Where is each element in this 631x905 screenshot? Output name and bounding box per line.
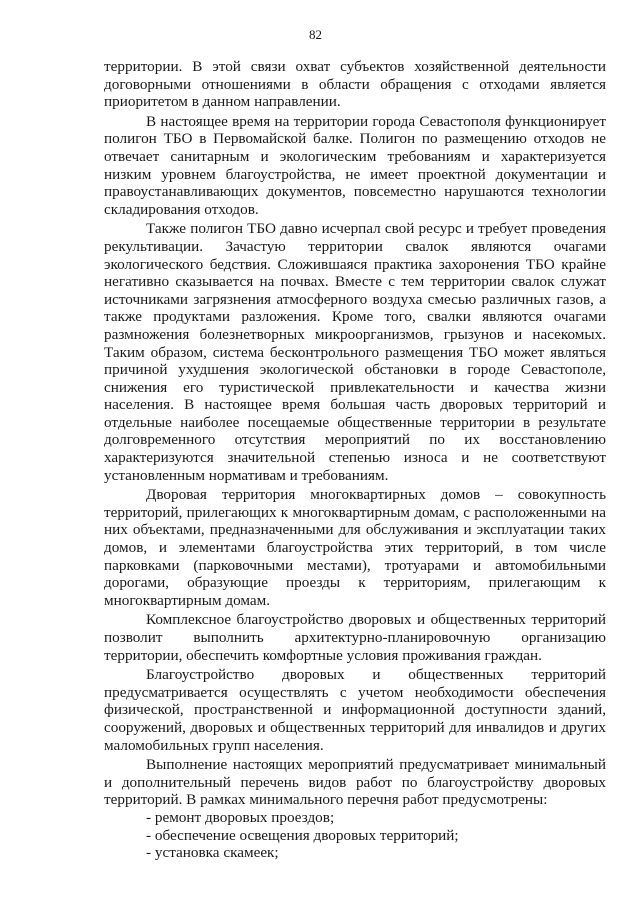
document-body xyxy=(104,58,606,862)
list-item: - установка скамеек; xyxy=(146,844,279,862)
paragraph-accessibility: Благоустройство дворовых и общественных территорий предусматривается осуществлять с учетом необходимости обеспечения физической, пространственной и информационной доступности зданий, сооружений, дворовых и общественных территорий для инвалидов и других маломобильных групп населения. xyxy=(104,666,606,754)
page-number: 82 xyxy=(309,27,322,42)
list-item: - ремонт дворовых проездов; xyxy=(146,808,335,826)
paragraph-landfill-impact: Также полигон ТБО давно исчерпал свой ресурс и требует проведения рекультивации. Зачастую территории свалок являются очагами экологического бедствия. Сложившаяся практика захоронения ТБО крайне негативно сказывается на почвах. Вместе с тем территории свалок служат источниками загрязнения атмосферного воздуха смесью различных газов, а также продуктами разложения. Кроме того, свалки являются очагами размножения болезнетворных микроорганизмов, грызунов и насекомых. Таким образом, система бесконтрольного размещения ТБО может являться причиной ухудшения экологической обстановки в городе Севастополе, снижения его туристической привлекательности и качества жизни населения. В настоящее время большая часть дворовых территорий и отдельные наиболее посещаемые общественные территории в результате долговременного отсутствия мероприятий по их восстановлению характеризуются значительной степенью износа и не соответствуют установленным нормативам и требованиям. xyxy=(104,220,606,484)
paragraph-landfill-status: В настоящее время на территории города Севастополя функционирует полигон ТБО в Первомайской балке. Полигон по размещению отходов не отвечает санитарным и экологическим требованиям и характеризуется низким уровнем благоустройства, не имеет проектной документации и правоустанавливающих документов, повсеместно нарушаются технологии складирования отходов. xyxy=(104,112,606,218)
work-list xyxy=(104,809,606,862)
paragraph-complex-improvement: Комплексное благоустройство дворовых и общественных территорий позволит выполнить архитектурно-планировочную организацию территории, обеспечить комфортные условия проживания граждан. xyxy=(104,611,606,664)
paragraph-courtyard-definition: Дворовая территория многоквартирных домов – совокупность территорий, прилегающих к многоквартирным домам, с расположенными на них объектами, предназначенными для обслуживания и эксплуатации таких домов, и элементами благоустройства этих территорий, в том числе парковками (парковочными местами), тротуарами и автомобильными дорогами, образующие проезды к территориям, прилегающим к многоквартирным домам. xyxy=(104,486,606,609)
list-item: - обеспечение освещения дворовых территорий; xyxy=(146,826,459,844)
paragraph-continuation: территории. В этой связи охват субъектов хозяйственной деятельности договорными отношениями в области обращения с отходами является приоритетом в данном направлении. xyxy=(104,58,606,111)
paragraph-work-list-intro: Выполнение настоящих мероприятий предусматривает минимальный и дополнительный перечень видов работ по благоустройству дворовых территорий. В рамках минимального перечня работ предусмотрены: xyxy=(104,756,606,809)
